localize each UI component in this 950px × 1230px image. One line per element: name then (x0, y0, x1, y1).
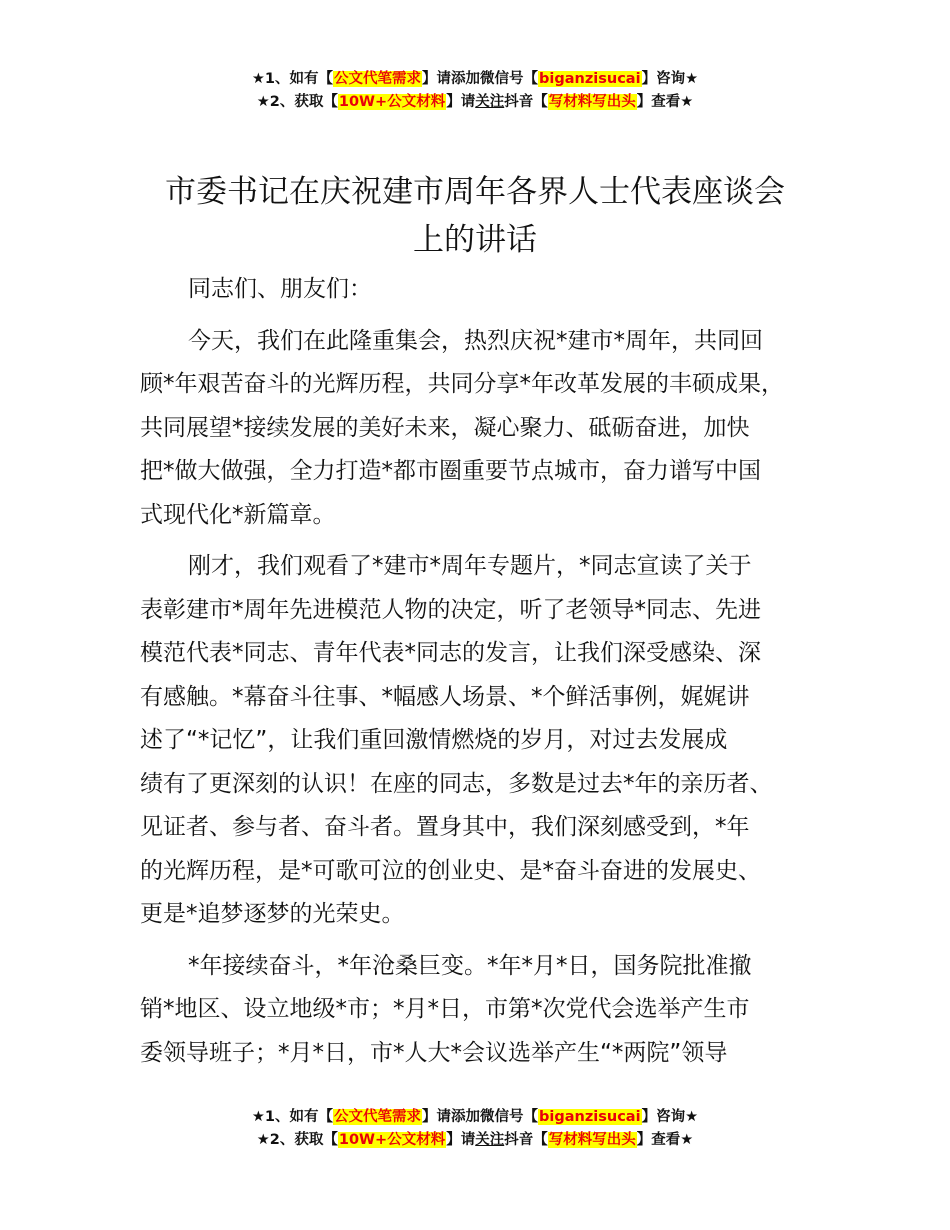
banner-line-1 (0, 1106, 950, 1129)
banner-text: 抖音【 (504, 94, 548, 110)
paragraph-line: 顾*年艰苦奋斗的光辉历程，共同分享*年改革发展的丰硕成果， (140, 371, 784, 397)
banner-highlight-wechat-id: biganzisucai (539, 71, 641, 87)
paragraph (140, 320, 840, 538)
paragraph-line: 今天，我们在此隆重集会，热烈庆祝*建市*周年，共同回 (188, 327, 763, 354)
banner-text: 】查看★ (636, 1132, 694, 1148)
title-line-2: 上的讲话 (413, 222, 537, 258)
paragraph-line: 述了“*记忆”，让我们重回激情燃烧的岁月，对过去发展成 (140, 727, 728, 753)
banner-text: ★2、获取【 (256, 1132, 338, 1148)
banner-highlight-douyin: 写材料写出头 (548, 1132, 636, 1148)
banner-highlight-service: 公文代笔需求 (334, 1109, 422, 1125)
paragraph (140, 545, 840, 937)
banner-text: 】咨询★ (641, 71, 699, 87)
banner-text: ★1、如有【 (251, 71, 334, 87)
banner-underlined-text: 关注 (475, 1132, 505, 1148)
paragraph-line: 见证者、参与者、奋斗者。置身其中，我们深刻感受到，*年 (140, 814, 750, 840)
paragraph-line: 绩有了更深刻的认识！在座的同志，多数是过去*年的亲历者、 (140, 770, 773, 797)
document-title (130, 168, 820, 264)
paragraph-line: 模范代表*同志、青年代表*同志的发言，让我们深受感染、深 (140, 640, 761, 666)
paragraph-line: 更是*追梦逐梦的光荣史。 (140, 901, 405, 927)
paragraph-line: 把*做大做强，全力打造*都市圈重要节点城市，奋力谱写中国 (140, 458, 761, 484)
banner-text: 】请添加微信号【 (422, 1109, 539, 1125)
banner-line-2 (0, 91, 950, 114)
paragraph-line: 的光辉历程，是*可歌可泣的创业史、是*奋斗奋进的发展史、 (140, 857, 761, 884)
banner-text: 抖音【 (504, 1132, 548, 1148)
banner-highlight-materials: 10W+公文材料 (338, 1132, 446, 1148)
footer-banner (0, 1106, 950, 1152)
banner-highlight-service: 公文代笔需求 (334, 71, 422, 87)
banner-line-2 (0, 1129, 950, 1152)
banner-highlight-douyin: 写材料写出头 (548, 94, 636, 110)
paragraph-line: 委领导班子；*月*日，市*人大*会议选举产生“*两院”领导 (140, 1039, 728, 1066)
banner-text: 】请 (446, 94, 476, 110)
banner-text: 】咨询★ (641, 1109, 699, 1125)
title-line-1: 市委书记在庆祝建市周年各界人士代表座谈会 (165, 174, 785, 210)
paragraph-salutation (140, 268, 840, 312)
paragraph-line: *年接续奋斗，*年沧桑巨变。*年*月*日，国务院批准撤 (188, 952, 752, 979)
paragraph-line: 刚才，我们观看了*建市*周年专题片，*同志宣读了关于 (188, 553, 752, 579)
banner-text: ★1、如有【 (251, 1109, 334, 1125)
paragraph-line: 共同展望*接续发展的美好未来，凝心聚力、砥砺奋进，加快 (140, 414, 750, 441)
paragraph-line: 式现代化*新篇章。 (140, 501, 336, 528)
document-body (140, 268, 840, 1083)
banner-underlined-text: 关注 (475, 94, 505, 110)
paragraph-line: 销*地区、设立地级*市；*月*日，市第*次党代会选举产生市 (140, 996, 750, 1022)
paragraph-line: 有感触。*幕奋斗往事、*幅感人场景、*个鲜活事例，娓娓讲 (140, 683, 750, 710)
banner-highlight-wechat-id: biganzisucai (539, 1109, 641, 1125)
banner-text: 】请 (446, 1132, 476, 1148)
banner-text: 】查看★ (636, 94, 694, 110)
paragraph-line: 同志们、朋友们： (188, 276, 372, 302)
header-banner (0, 68, 950, 114)
banner-line-1 (0, 68, 950, 91)
paragraph (140, 945, 840, 1076)
banner-text: ★2、获取【 (256, 94, 338, 110)
banner-text: 】请添加微信号【 (422, 71, 539, 87)
banner-highlight-materials: 10W+公文材料 (338, 94, 446, 110)
paragraph-line: 表彰建市*周年先进模范人物的决定，听了老领导*同志、先进 (140, 596, 761, 623)
